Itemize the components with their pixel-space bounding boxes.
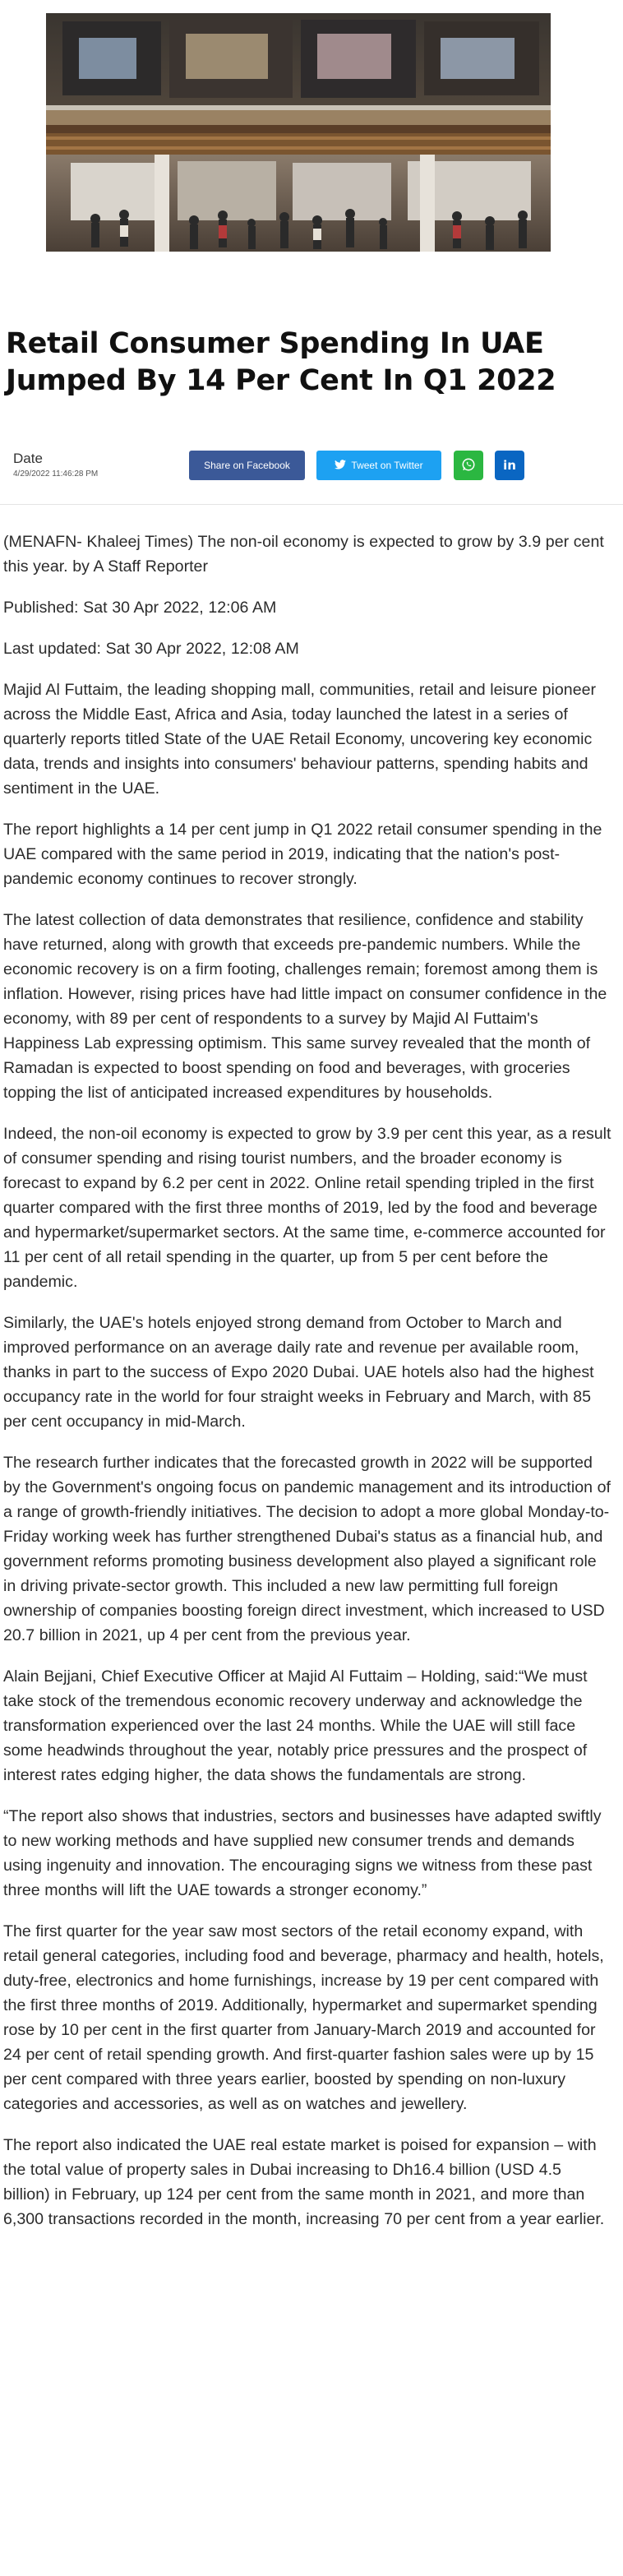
updated-line: Last updated: Sat 30 Apr 2022, 12:08 AM bbox=[3, 640, 299, 658]
share-twitter-label: Tweet on Twitter bbox=[351, 460, 423, 471]
paragraph: The research further indicates that the forecasted growth in 2022 will be supported by the Government's ongoing focus on pandemic management and its introduction of a range of growth-friendly initiatives. The decision to adopt a more global Monday-to-Friday working week has further strengthened Dubai's status as a financial hub, and government reforms promoting business development also played a significant role in driving private-sector growth. This included a new law permitting full foreign ownership of companies boosting foreign direct investment, which increased to USD 20.7 billion in 2021, up 4 per cent from the previous year. bbox=[3, 1454, 611, 1644]
paragraph: The report highlights a 14 per cent jump in Q1 2022 retail consumer spending in the UAE compared with the same period in 2019, indicating that the nation's post-pandemic economy continues to recover strongly. bbox=[3, 821, 602, 888]
article-meta-bar bbox=[0, 439, 623, 505]
share-twitter-button[interactable] bbox=[316, 451, 441, 480]
paragraph: Similarly, the UAE's hotels enjoyed strong demand from October to March and improved performance on an average daily rate and revenue per available room, thanks in part to the success of Expo 2020 Dubai. UAE hotels also had the highest occupancy rate in the world for four straight weeks in February and March, with 85 per cent occupancy in mid-March. bbox=[3, 1314, 594, 1431]
paragraph: The first quarter for the year saw most sectors of the retail economy expand, with retail general categories, including food and beverage, pharmacy and health, hotels, duty-free, electronics and home furnishings, increase by 19 per cent compared with the first three months of 2019. Additionally, hypermarket and supermarket spending rose by 10 per cent in the first quarter from January-March 2019 and accounted for 24 per cent of retail spending growth. And first-quarter fashion sales were up by 15 per cent compared with three years earlier, boosted by spending on non-luxury categories and accessories, as well as on watches and jewellery. bbox=[3, 1922, 604, 2113]
twitter-bird-icon bbox=[335, 460, 346, 472]
date-value: 4/29/2022 11:46:28 PM bbox=[13, 469, 99, 479]
date-block bbox=[13, 451, 98, 479]
share-facebook-button[interactable] bbox=[189, 451, 305, 480]
paragraph: Alain Bejjani, Chief Executive Officer at Majid Al Futtaim – Holding, said:“We must take stock of the tremendous economic recovery underway and acknowledge the transformation experienced over the last 24 months. While the UAE will still face some headwinds throughout the year, notably price pressures and the prospect of interest rates edging higher, the data shows the fundamentals are strong. bbox=[3, 1667, 588, 1784]
paragraph: “The report also shows that industries, sectors and businesses have adapted swiftly to new working methods and have supplied new consumer trends and demands using ingenuity and innovation. The encouraging signs we witness from these past three months will lift the UAE towards a stronger economy.” bbox=[3, 1807, 602, 1899]
date-label: Date bbox=[13, 451, 43, 466]
paragraph-lead: (MENAFN- Khaleej Times) The non-oil economy is expected to grow by 3.9 per cent this year. by A Staff Reporter bbox=[3, 533, 604, 576]
whatsapp-icon bbox=[461, 457, 476, 474]
share-linkedin-button[interactable] bbox=[495, 451, 524, 480]
mall-photo bbox=[46, 13, 551, 252]
paragraph: The latest collection of data demonstrates that resilience, confidence and stability have returned, along with growth that exceeds pre-pandemic numbers. While the economic recovery is on a firm footing, challenges remain; foremost among them is inflation. However, rising prices have had little impact on consumer confidence in the economy, with 89 per cent of respondents to a survey by Majid Al Futtaim's Happiness Lab expressing optimism. This same survey revealed that the month of Ramadan is expected to boost spending on food and beverages, with groceries topping the list of anticipated increased expenditures by households. bbox=[3, 911, 607, 1102]
paragraph: Majid Al Futtaim, the leading shopping mall, communities, retail and leisure pioneer across the Middle East, Africa and Asia, today launched the latest in a series of quarterly reports titled State of the UAE Retail Economy, uncovering key economic data, trends and insights into consumers' behaviour patterns, spending habits and sentiment in the UAE. bbox=[3, 681, 597, 798]
paragraph: Indeed, the non-oil economy is expected to grow by 3.9 per cent this year, as a result of consumer spending and rising tourist numbers, and the broader economy is forecast to expand by 6.2 per cent in 2022. Online retail spending tripled in the first quarter compared with the first three months of 2019, led by the food and beverage and hypermarket/supermarket sectors. At the same time, e-commerce accounted for 11 per cent of all retail spending in the quarter, up from 5 per cent before the pandemic. bbox=[3, 1125, 611, 1291]
article-title: Retail Consumer Spending In UAE Jumped By 14 Per Cent In Q1 2022 bbox=[6, 327, 556, 397]
hero-image bbox=[46, 13, 551, 252]
paragraph: The report also indicated the UAE real estate market is poised for expansion – with the total value of property sales in Dubai increasing to Dh16.4 billion (USD 4.5 billion) in February, up 124 per cent from the same month in 2021, and more than 6,300 transactions recorded in the month, increasing 70 per cent from a year earlier. bbox=[3, 2136, 605, 2228]
linkedin-icon: in bbox=[503, 458, 516, 473]
published-line: Published: Sat 30 Apr 2022, 12:06 AM bbox=[3, 599, 277, 617]
share-facebook-label: Share on Facebook bbox=[204, 460, 290, 471]
article-body bbox=[0, 505, 623, 2231]
share-whatsapp-button[interactable] bbox=[454, 451, 483, 480]
article-page bbox=[0, 13, 623, 2281]
